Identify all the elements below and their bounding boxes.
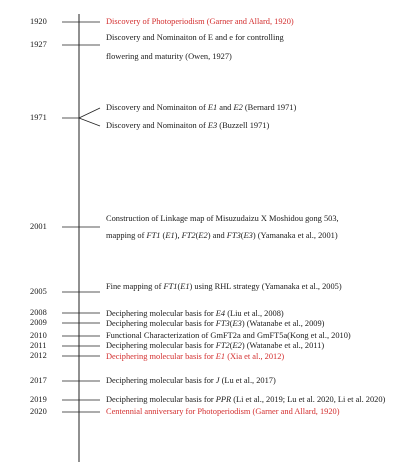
gene-symbol: J <box>215 376 220 385</box>
event-text: ( <box>177 282 181 291</box>
gene-symbol: E1 <box>165 231 175 240</box>
event-text: ), <box>174 231 182 240</box>
year-label: 2010 <box>30 331 47 340</box>
event-text: Discovery and Nominaiton of <box>106 103 208 112</box>
event-text: Discovery of Photoperiodism (Garner and Allard, 1920) <box>106 17 294 26</box>
gene-symbol: E2 <box>233 103 243 112</box>
year-label: 2001 <box>30 222 47 231</box>
year-label: 1920 <box>30 17 47 26</box>
event-description <box>106 395 385 405</box>
gene-symbol: E1 <box>215 352 226 361</box>
event-text: Functional Characterization of GmFT2a and GmFT5a(Kong et al., 2010) <box>106 331 351 340</box>
event-description <box>106 33 284 43</box>
year-label: 2008 <box>30 308 47 317</box>
event-description <box>106 121 269 131</box>
event-text: Fine mapping of <box>106 282 164 291</box>
gene-symbol: PPR <box>215 395 232 404</box>
event-text: ( <box>229 319 233 328</box>
gene-symbol: FT1 <box>163 282 178 291</box>
event-description <box>106 309 284 319</box>
event-description <box>106 52 232 62</box>
event-text: ) using RHL strategy (Yamanaka et al., 2005) <box>189 282 342 291</box>
gene-symbol: E4 <box>215 309 226 318</box>
event-text: Deciphering molecular basis for <box>106 352 216 361</box>
event-description <box>106 103 296 113</box>
event-description <box>106 376 276 386</box>
year-label: 2019 <box>30 395 47 404</box>
gene-symbol: FT3 <box>226 231 241 240</box>
event-text: Deciphering molecular basis for <box>106 309 216 318</box>
event-description <box>106 231 338 241</box>
event-text: ) (Watanabe et al., 2009) <box>241 319 325 328</box>
gene-symbol: E2 <box>198 231 208 240</box>
event-text: ) and <box>207 231 227 240</box>
year-label: 2012 <box>30 351 47 360</box>
year-label: 1971 <box>30 113 47 122</box>
event-text: (Buzzell 1971) <box>217 121 270 130</box>
gene-symbol: E3 <box>232 319 242 328</box>
event-text: ( <box>229 341 233 350</box>
event-text: flowering and maturity (Owen, 1927) <box>106 52 232 61</box>
event-text: ) (Yamanaka et al., 2001) <box>252 231 338 240</box>
event-description <box>106 214 339 224</box>
event-text: Deciphering molecular basis for <box>106 395 216 404</box>
event-description <box>106 331 351 341</box>
gene-symbol: FT2 <box>215 341 230 350</box>
event-text: (Lu et al., 2017) <box>219 376 276 385</box>
event-description <box>106 282 342 292</box>
event-description <box>106 17 294 27</box>
year-label: 2009 <box>30 318 47 327</box>
event-description <box>106 352 284 362</box>
gene-symbol: E1 <box>207 103 218 112</box>
year-label: 1927 <box>30 40 47 49</box>
year-label: 2020 <box>30 407 47 416</box>
event-text: (Li et al., 2019; Lu et al. 2020, Li et al. 2020) <box>231 395 386 404</box>
event-text: ( <box>195 231 199 240</box>
gene-symbol: E3 <box>243 231 253 240</box>
event-text: Centennial anniversary for Photoperiodism (Garner and Allard, 1920) <box>106 407 340 416</box>
event-text: Discovery and Nominaiton of E and e for controlling <box>106 33 284 42</box>
fork-connector <box>79 118 100 126</box>
event-text: (Xia et al., 2012) <box>225 352 285 361</box>
event-text: Discovery and Nominaiton of <box>106 121 208 130</box>
event-text: Deciphering molecular basis for <box>106 376 216 385</box>
event-text: Construction of Linkage map of Misuzudaizu X Moshidou gong 503, <box>106 214 339 223</box>
event-text: ( <box>160 231 166 240</box>
event-text: ( <box>240 231 244 240</box>
event-description <box>106 319 324 329</box>
fork-connector <box>79 108 100 118</box>
gene-symbol: FT3 <box>215 319 230 328</box>
event-text: ) (Watanabe et al., 2011) <box>241 341 325 350</box>
event-text: (Bernard 1971) <box>242 103 297 112</box>
gene-symbol: E2 <box>232 341 242 350</box>
event-text: mapping of <box>106 231 147 240</box>
year-label: 2005 <box>30 287 47 296</box>
event-description <box>106 407 340 417</box>
event-text: (Liu et al., 2008) <box>225 309 284 318</box>
event-text: Deciphering molecular basis for <box>106 319 216 328</box>
gene-symbol: E1 <box>180 282 190 291</box>
event-description <box>106 341 324 351</box>
year-label: 2011 <box>30 341 47 350</box>
event-text: and <box>217 103 234 112</box>
gene-symbol: FT2 <box>181 231 196 240</box>
event-text: Deciphering molecular basis for <box>106 341 216 350</box>
gene-symbol: E3 <box>207 121 218 130</box>
year-label: 2017 <box>30 376 47 385</box>
gene-symbol: FT1 <box>146 231 161 240</box>
